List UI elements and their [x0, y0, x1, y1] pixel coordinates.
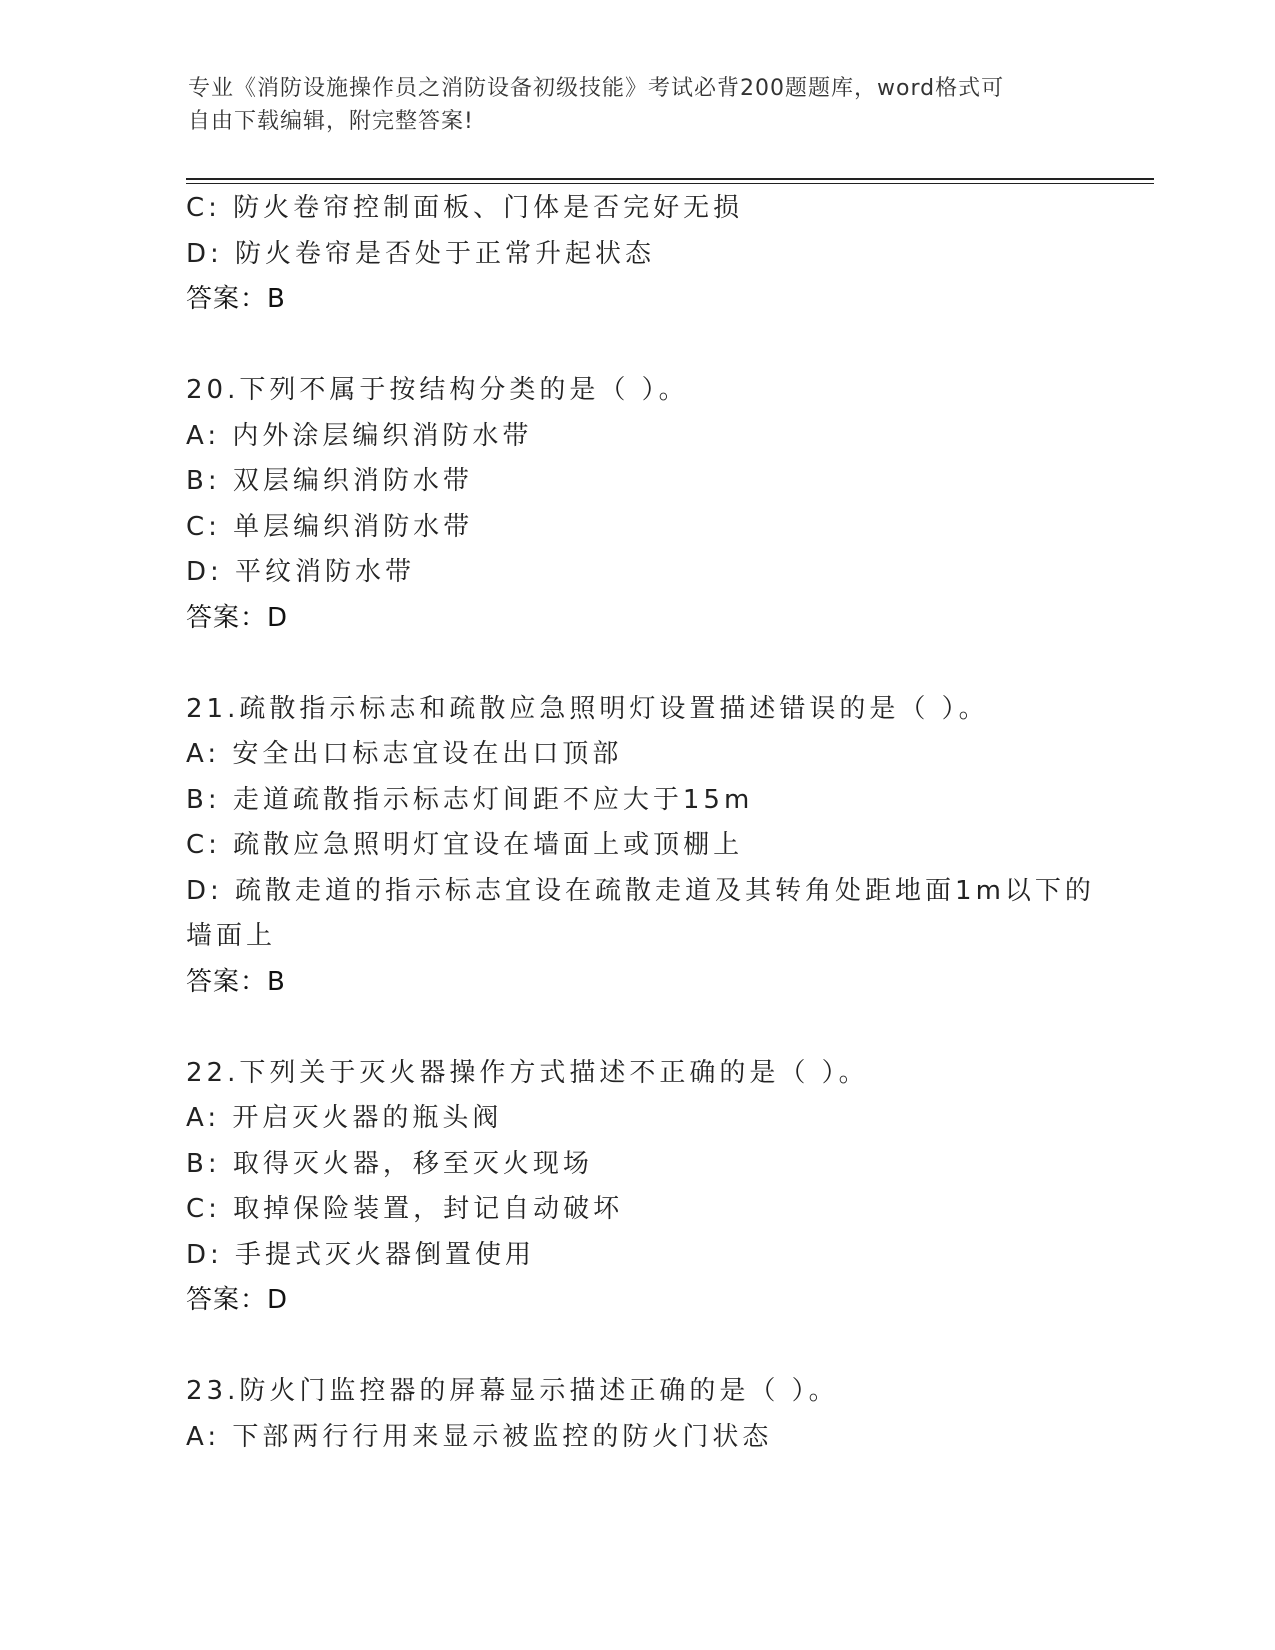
header-line-1: 专业《消防设施操作员之消防设备初级技能》考试必背200题题库，word格式可 — [188, 76, 1005, 101]
question-stem: 21.疏散指示标志和疏散应急照明灯设置描述错误的是（ ）。 — [186, 693, 989, 724]
option-a: A: 下部两行行用来显示被监控的防火门状态 — [186, 1421, 773, 1452]
option-a: A: 内外涂层编织消防水带 — [186, 420, 533, 451]
option-c: C: 防火卷帘控制面板、门体是否完好无损 — [186, 193, 744, 223]
answer-line: 答案：D — [186, 1285, 289, 1315]
question-stem: 22.下列关于灭火器操作方式描述不正确的是（ ）。 — [186, 1057, 869, 1088]
option-d: D: 疏散走道的指示标志宜设在疏散走道及其转角处距地面1m以下的 — [186, 875, 1095, 906]
option-b: B: 双层编织消防水带 — [186, 466, 473, 496]
option-d: D: 手提式灭火器倒置使用 — [186, 1239, 536, 1270]
question-stem: 20.下列不属于按结构分类的是（ ）。 — [186, 375, 689, 405]
spacer — [186, 1324, 1086, 1370]
answer-line: 答案：B — [186, 966, 286, 997]
document-header — [188, 72, 1078, 138]
option-c: C: 取掉保险装置，封记自动破坏 — [186, 1194, 624, 1224]
option-d: D: 防火卷帘是否处于正常升起状态 — [186, 238, 656, 269]
question-stem: 23.防火门监控器的屏幕显示描述正确的是（ ）。 — [186, 1376, 839, 1406]
header-divider-thick — [186, 178, 1154, 180]
option-d-continuation: 墙面上 — [186, 921, 277, 951]
question-list — [186, 186, 1095, 1460]
option-a: A: 安全出口标志宜设在出口顶部 — [186, 739, 623, 769]
spacer — [186, 323, 1086, 369]
spacer — [186, 641, 1086, 687]
question-block-22 — [186, 1051, 1086, 1324]
option-a: A: 开启灭火器的瓶头阀 — [186, 1103, 503, 1133]
question-block-20 — [186, 368, 1086, 641]
question-block-23 — [186, 1369, 1086, 1460]
answer-line: 答案：D — [186, 602, 289, 633]
option-b: B: 走道疏散指示标志灯间距不应大于15m — [186, 784, 754, 815]
header-divider-thin — [186, 183, 1154, 184]
option-c: C: 疏散应急照明灯宜设在墙面上或顶棚上 — [186, 830, 744, 860]
question-block-19 — [186, 186, 1086, 323]
option-c: C: 单层编织消防水带 — [186, 511, 474, 542]
header-line-2: 自由下载编辑，附完整答案! — [188, 109, 474, 134]
spacer — [186, 1005, 1086, 1051]
option-d: D: 平纹消防水带 — [186, 557, 416, 587]
option-b: B: 取得灭火器，移至灭火现场 — [186, 1148, 593, 1179]
question-block-21 — [186, 687, 1095, 1006]
answer-line: 答案：B — [186, 284, 286, 314]
